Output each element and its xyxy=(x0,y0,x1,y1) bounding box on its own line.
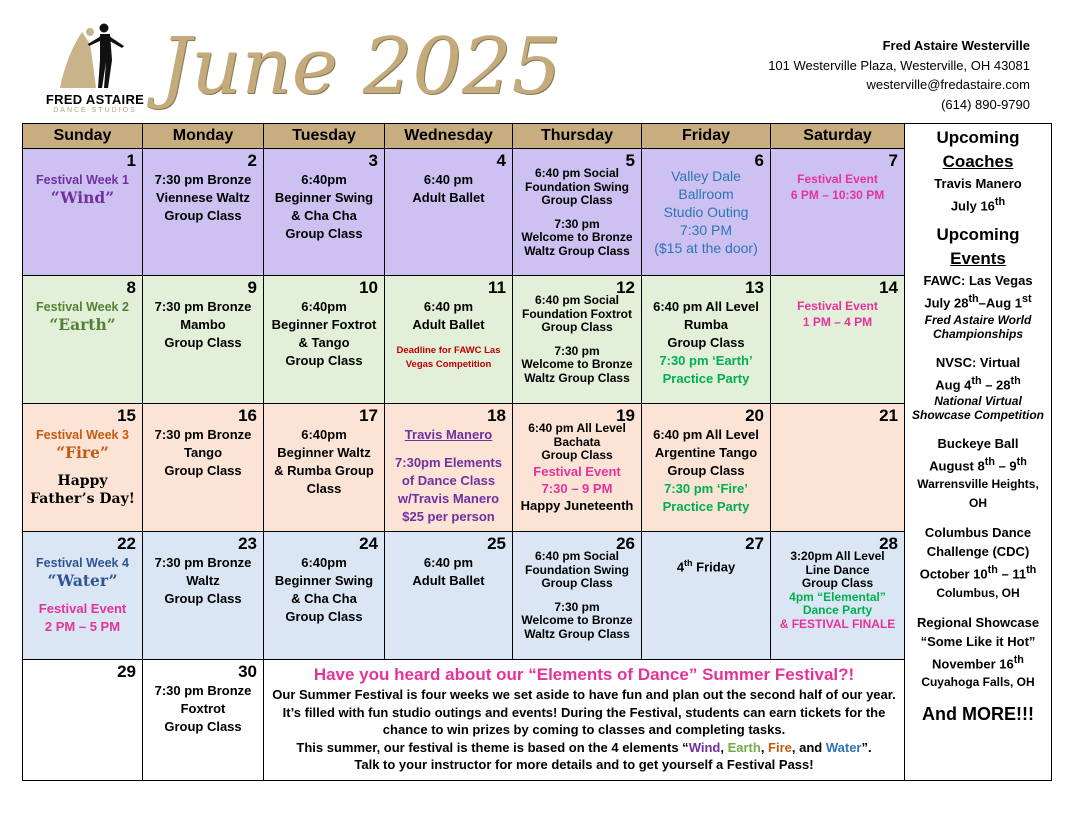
weekday-wednesday: Wednesday xyxy=(385,124,513,149)
weekday-sunday: Sunday xyxy=(23,124,143,149)
coaches-heading-2: Coaches xyxy=(942,152,1014,171)
event-buckeye-ball: Buckeye Ball August 8th – 9th Warrensville Heights, OH xyxy=(917,435,1039,511)
day-cell-12: 12 6:40 pm Social Foundation Foxtrot Group Class 7:30 pm Welcome to Bronze Waltz Group Class xyxy=(513,276,642,404)
event-regional-showcase: Regional Showcase “Some Like it Hot” November 16th Cuyahoga Falls, OH xyxy=(916,614,1040,689)
day-cell-2: 2 7:30 pm Bronze Viennese Waltz Group Class xyxy=(143,149,264,276)
day-cell-7: 7 Festival Event 6 PM – 10:30 PM xyxy=(771,149,905,276)
events-heading-2: Events xyxy=(950,249,1006,269)
day-cell-16: 16 7:30 pm Bronze Tango Group Class xyxy=(143,404,264,532)
announcement-paragraph-1: Our Summer Festival is four weeks we set aside to have fun and plan out the second half of our year. It’s filled with fun studio outings and events! During the Festival, students can earn tickets for the chance to win prizes by coming to classes and completing tasks. xyxy=(272,687,896,737)
day-cell-6: 6 Valley Dale Ballroom Studio Outing 7:30 PM ($15 at the door) xyxy=(642,149,771,276)
fawc-deadline-note: Deadline for FAWC Las xyxy=(396,345,501,356)
logo-sub-text: DANCE STUDIOS xyxy=(53,107,137,114)
day-cell-14: 14 Festival Event 1 PM – 4 PM xyxy=(771,276,905,404)
day-cell-11: 11 6:40 pm Adult Ballet Deadline for FAWC Las Vegas Competition xyxy=(385,276,513,404)
logo-brand-text: FRED ASTAIRE xyxy=(45,92,145,107)
weekday-header-row xyxy=(23,124,1052,149)
dancing-couple-icon xyxy=(52,22,138,90)
day-cell-26: 26 6:40 pm Social Foundation Swing Group Class 7:30 pm Welcome to Bronze Waltz Group Class xyxy=(513,532,642,660)
week-row-2 xyxy=(23,276,1052,404)
coaches-heading-1: Upcoming xyxy=(936,128,1020,147)
week-row-5 xyxy=(23,660,1052,781)
day-cell-5: 5 6:40 pm Social Foundation Swing Group Class 7:30 pm Welcome to Bronze Waltz Group Class xyxy=(513,149,642,276)
upcoming-sidebar xyxy=(905,124,1052,781)
week-row-4 xyxy=(23,532,1052,660)
day-cell-13: 13 6:40 pm All Level Rumba Group Class 7:30 pm ‘Earth’ Practice Party xyxy=(642,276,771,404)
day-cell-25: 25 6:40 pm Adult Ballet xyxy=(385,532,513,660)
studio-phone: (614) 890-9790 xyxy=(941,96,1030,112)
announcement-paragraph-2: This summer, our festival is theme is based on the 4 elements “Wind, Earth, Fire, and Water”. xyxy=(296,739,872,755)
event-nvsc: NVSC: Virtual Aug 4th – 28th National Virtual Showcase Competition xyxy=(911,354,1045,422)
day-cell-9: 9 7:30 pm Bronze Mambo Group Class xyxy=(143,276,264,404)
day-cell-18: 18 Travis Manero 7:30pm Elements of Dance Class w/Travis Manero $25 per person xyxy=(385,404,513,532)
studio-contact xyxy=(768,36,1030,114)
calendar-title: June 2025 xyxy=(160,22,562,112)
day-cell-17: 17 6:40pm Beginner Waltz & Rumba Group Class xyxy=(264,404,385,532)
day-cell-23: 23 7:30 pm Bronze Waltz Group Class xyxy=(143,532,264,660)
announcement-paragraph-3: Talk to your instructor for more details and to get yourself a Festival Pass! xyxy=(354,757,814,772)
studio-name: Fred Astaire Westerville xyxy=(882,38,1030,53)
day-cell-24: 24 6:40pm Beginner Swing & Cha Cha Group Class xyxy=(264,532,385,660)
and-more-text: And MORE!!! xyxy=(922,703,1034,724)
calendar-grid xyxy=(22,123,1052,781)
festival-announcement xyxy=(264,660,905,781)
fred-astaire-logo xyxy=(40,22,150,117)
day-cell-22: 22 Festival Week 4 “Water” Festival Event 2 PM – 5 PM xyxy=(23,532,143,660)
day-cell-10: 10 6:40pm Beginner Foxtrot & Tango Group Class xyxy=(264,276,385,404)
weekday-thursday: Thursday xyxy=(513,124,642,149)
day-cell-20: 20 6:40 pm All Level Argentine Tango Group Class 7:30 pm ‘Fire’ Practice Party xyxy=(642,404,771,532)
day-cell-4: 4 6:40 pm Adult Ballet xyxy=(385,149,513,276)
day-cell-19: 19 6:40 pm All Level Bachata Group Class Festival Event 7:30 – 9 PM Happy Juneteenth xyxy=(513,404,642,532)
coach-name: Travis Manero xyxy=(934,176,1022,191)
day-cell-1: 1 Festival Week 1 “Wind” xyxy=(23,149,143,276)
day-cell-15: 15 Festival Week 3 “Fire” Happy Father’s Day! xyxy=(23,404,143,532)
week-row-1 xyxy=(23,149,1052,276)
coach-date: July 16th xyxy=(950,196,1006,214)
day-cell-27: 27 4th Friday xyxy=(642,532,771,660)
day-cell-3: 3 6:40pm Beginner Swing & Cha Cha Group Class xyxy=(264,149,385,276)
weekday-monday: Monday xyxy=(143,124,264,149)
event-cdc: Columbus Dance Challenge (CDC) October 10th – 11th Columbus, OH xyxy=(919,525,1037,600)
weekday-tuesday: Tuesday xyxy=(264,124,385,149)
day-cell-29: 29 xyxy=(23,660,143,781)
day-cell-30: 30 7:30 pm Bronze Foxtrot Group Class xyxy=(143,660,264,781)
day-cell-8: 8 Festival Week 2 “Earth” xyxy=(23,276,143,404)
studio-email[interactable]: westerville@fredastaire.com xyxy=(866,77,1030,92)
day-cell-28: 28 3:20pm All Level Line Dance Group Class 4pm “Elemental” Dance Party & FESTIVAL FINALE xyxy=(771,532,905,660)
week-row-3 xyxy=(23,404,1052,532)
announcement-heading: Have you heard about our “Elements of Dance” Summer Festival?! xyxy=(313,665,855,684)
day-cell-21: 21 xyxy=(771,404,905,532)
events-heading-1: Upcoming xyxy=(936,225,1020,245)
weekday-friday: Friday xyxy=(642,124,771,149)
studio-address: 101 Westerville Plaza, Westerville, OH 43081 xyxy=(768,57,1030,73)
weekday-saturday: Saturday xyxy=(771,124,905,149)
event-fawc: FAWC: Las Vegas July 28th–Aug 1st Fred Astaire World Championships xyxy=(923,273,1033,341)
